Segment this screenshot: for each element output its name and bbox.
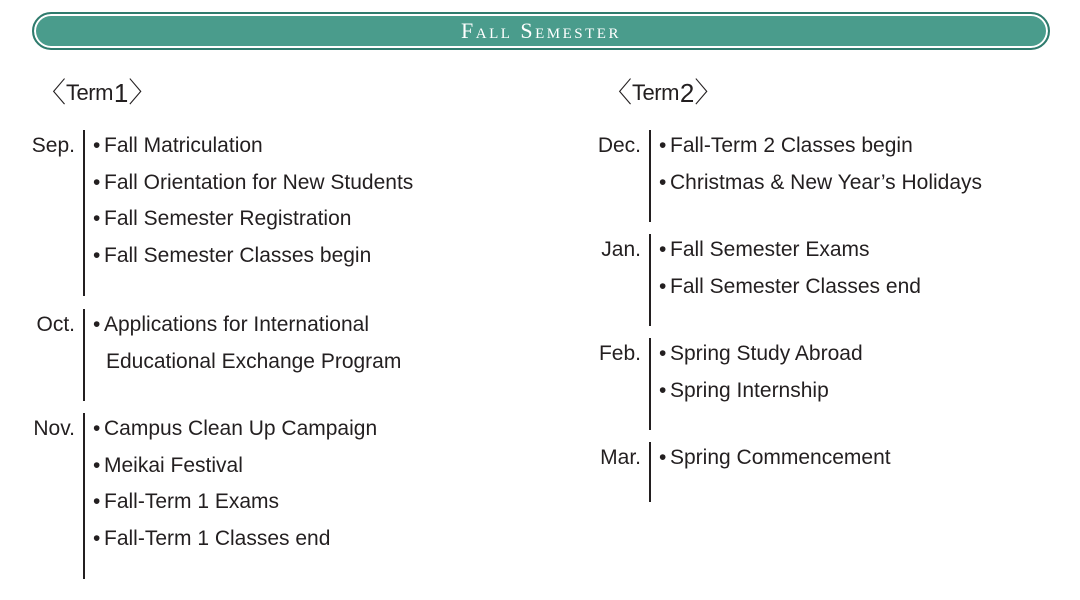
month-block-dec xyxy=(597,128,983,201)
event-text: Spring Study Abroad xyxy=(670,342,863,365)
month-divider xyxy=(649,130,651,222)
event-text: Fall Semester Classes end xyxy=(670,274,921,298)
event-list xyxy=(649,336,863,409)
bullet-icon: • xyxy=(659,446,667,469)
list-item xyxy=(659,440,891,477)
bullet-icon: • xyxy=(659,342,667,365)
event-list xyxy=(649,128,982,201)
bullet-icon: • xyxy=(93,453,101,477)
month-divider xyxy=(83,309,85,401)
term1-heading-number: 1 xyxy=(113,78,129,108)
month-divider xyxy=(649,234,651,326)
close-angle-bracket: 〉 xyxy=(694,77,723,108)
event-text: Fall Semester Registration xyxy=(104,207,352,231)
list-item xyxy=(659,128,982,165)
event-text: Spring Internship xyxy=(670,378,829,402)
month-divider xyxy=(83,130,85,296)
bullet-icon: • xyxy=(93,313,101,336)
bullet-icon: • xyxy=(659,378,667,402)
open-angle-bracket: 〈 xyxy=(38,77,67,108)
bullet-icon: • xyxy=(93,243,101,267)
month-label: Dec. xyxy=(597,134,641,157)
list-item xyxy=(93,307,401,380)
event-list xyxy=(83,128,413,274)
event-list xyxy=(83,307,401,380)
list-item xyxy=(93,128,413,165)
event-text: Fall Matriculation xyxy=(104,134,263,157)
event-text: Fall Semester Classes begin xyxy=(104,243,372,267)
list-item xyxy=(659,373,863,410)
term2-heading-text: Term xyxy=(632,80,679,105)
event-list xyxy=(83,411,377,557)
bullet-icon: • xyxy=(659,134,667,157)
list-item xyxy=(93,165,413,202)
open-angle-bracket: 〈 xyxy=(604,77,633,108)
event-text: Fall-Term 2 Classes begin xyxy=(670,134,913,157)
bullet-icon: • xyxy=(93,170,101,194)
term1-heading-text: Term xyxy=(66,80,113,105)
month-divider xyxy=(83,413,85,579)
month-block-sep xyxy=(31,128,414,274)
list-item xyxy=(93,201,413,238)
event-list xyxy=(649,232,921,305)
bullet-icon: • xyxy=(93,134,101,157)
list-item xyxy=(659,165,982,202)
list-item xyxy=(93,521,377,558)
term2-heading xyxy=(604,77,722,109)
month-label: Feb. xyxy=(598,342,641,365)
list-item xyxy=(93,484,377,521)
list-item xyxy=(659,232,921,269)
month-divider xyxy=(649,338,651,430)
event-text: Christmas & New Year’s Holidays xyxy=(670,170,983,194)
list-item xyxy=(659,269,921,306)
bullet-icon: • xyxy=(659,170,667,194)
list-item xyxy=(93,411,377,448)
event-text-continued: Educational Exchange Program xyxy=(106,349,402,373)
event-text: Meikai Festival xyxy=(104,453,243,477)
month-label: Mar. xyxy=(600,446,641,469)
list-item xyxy=(659,336,863,373)
event-text: Fall-Term 1 Exams xyxy=(104,490,280,514)
term2-heading-number: 2 xyxy=(679,78,695,108)
month-block-feb xyxy=(598,336,863,409)
list-item xyxy=(93,238,413,275)
term1-heading xyxy=(38,77,156,109)
month-label: Nov. xyxy=(33,417,75,440)
bullet-icon: • xyxy=(93,417,101,440)
bullet-icon: • xyxy=(659,274,667,298)
semester-banner xyxy=(32,12,1050,50)
bullet-icon: • xyxy=(93,207,101,231)
month-block-nov xyxy=(33,411,378,557)
event-text: Fall Orientation for New Students xyxy=(104,170,414,194)
event-text: Campus Clean Up Campaign xyxy=(104,417,378,440)
event-text: Fall Semester Exams xyxy=(670,238,870,261)
month-block-oct xyxy=(36,307,402,380)
event-text: Fall-Term 1 Classes end xyxy=(104,526,331,550)
month-label: Oct. xyxy=(36,313,75,336)
event-text: Applications for International xyxy=(104,313,369,336)
event-list xyxy=(649,440,891,477)
banner-title: Fall Semester xyxy=(461,18,621,43)
close-angle-bracket: 〉 xyxy=(128,77,157,108)
month-block-jan xyxy=(601,232,921,305)
event-text: Spring Commencement xyxy=(670,446,891,469)
month-block-mar xyxy=(600,440,891,477)
bullet-icon: • xyxy=(93,490,101,514)
bullet-icon: • xyxy=(93,526,101,550)
month-label: Sep. xyxy=(31,134,75,157)
list-item xyxy=(93,448,377,485)
month-divider xyxy=(649,442,651,502)
month-label: Jan. xyxy=(601,238,641,261)
bullet-icon: • xyxy=(659,238,667,261)
